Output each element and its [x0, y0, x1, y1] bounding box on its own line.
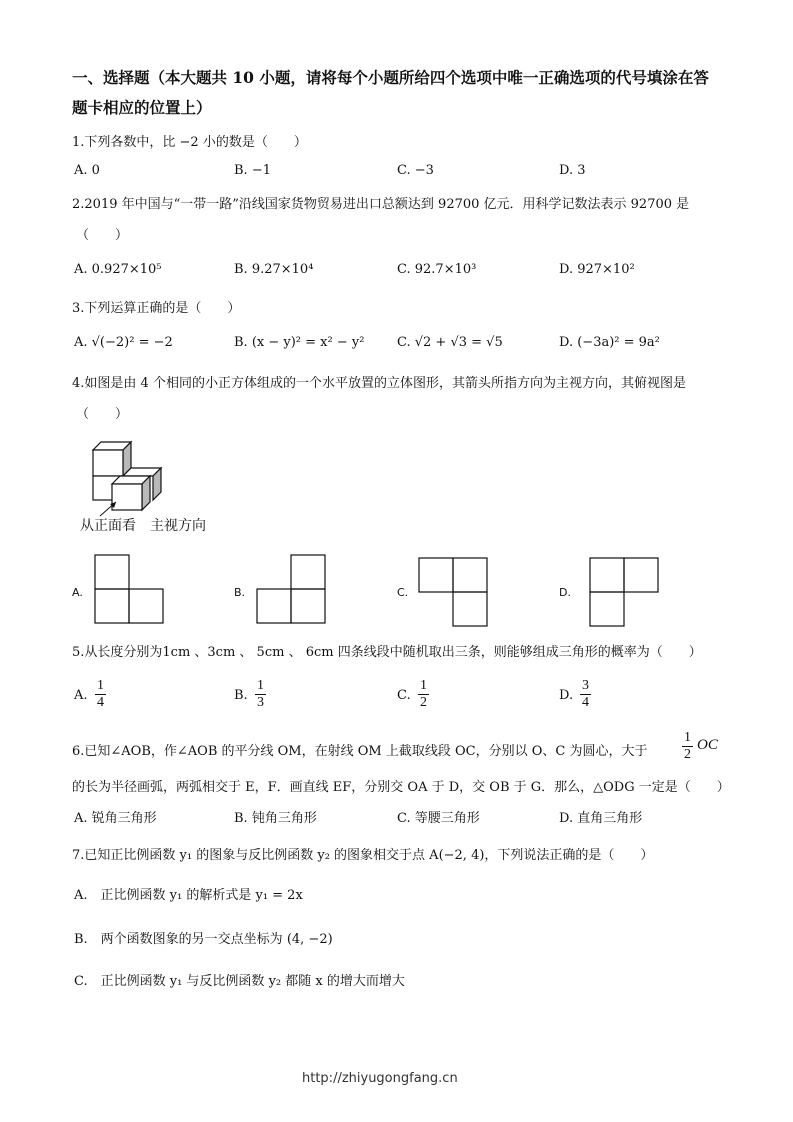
- question-1-option-c: C. −3: [397, 163, 434, 178]
- question-5-option-c-fraction: $\frac{1}{2}$: [420, 678, 427, 710]
- question-6-half-fraction: $\frac{1}{2}$: [684, 730, 691, 762]
- question-7-option-c: C. 正比例函数 y₁ 与反比例函数 y₂ 都随 x 的增大而增大: [74, 974, 405, 989]
- question-6-option-d: D. 直角三角形: [559, 811, 643, 826]
- question-3-option-d: D. (−3a)² = 9a²: [559, 335, 660, 350]
- question-2-option-b: B. 9.27×10⁴: [234, 262, 314, 277]
- question-1-option-b: B. −1: [234, 163, 271, 178]
- cube-figure-caption: 从正面看 主视方向: [80, 518, 206, 534]
- question-1-stem: 1.下列各数中，比 −2 小的数是（ ）: [72, 135, 307, 150]
- question-3-option-a: A. √(−2)² = −2: [74, 335, 173, 350]
- question-4-option-d-grid: [589, 557, 661, 629]
- question-7-option-a: A. 正比例函数 y₁ 的解析式是 y₁ = 2x: [74, 888, 303, 903]
- question-5-option-d-label: D.: [559, 688, 574, 703]
- question-1-option-d: D. 3: [559, 163, 586, 178]
- question-5-option-c-label: C.: [397, 688, 411, 703]
- question-3-option-b: B. (x − y)² = x² − y²: [234, 335, 365, 350]
- question-5-option-b-label: B.: [234, 688, 248, 703]
- question-4-option-c-label: C.: [397, 586, 409, 599]
- question-3-stem: 3.下列运算正确的是（ ）: [72, 301, 241, 316]
- question-2-option-a: A. 0.927×10⁵: [74, 262, 162, 277]
- question-7-option-b: B. 两个函数图象的另一交点坐标为 (4, −2): [74, 932, 333, 947]
- question-2-stem-line1: 2.2019 年中国与“一带一路”沿线国家货物贸易进出口总额达到 92700 亿元．用科学记数法表示 92700 是: [72, 197, 690, 212]
- cube-stack-figure: [70, 430, 180, 512]
- question-6-option-a: A. 锐角三角形: [74, 811, 157, 826]
- question-5-option-d-fraction: $\frac{3}{4}$: [582, 678, 589, 710]
- question-6-option-c: C. 等腰三角形: [397, 811, 480, 826]
- question-5-option-b-fraction: $\frac{1}{3}$: [257, 678, 264, 710]
- question-2-option-c: C. 92.7×10³: [397, 262, 477, 277]
- question-2-option-d: D. 927×10²: [559, 262, 635, 277]
- question-2-stem-line2: （ ）: [76, 228, 129, 243]
- question-4-stem-line1: 4.如图是由 4 个相同的小正方体组成的一个水平放置的立体图形，其箭头所指方向为主视方向，其俯视图是: [72, 376, 686, 391]
- question-4-option-b-label: B.: [234, 586, 246, 599]
- section-heading-line1: 一、选择题（本大题共 10 小题，请将每个小题所给四个选项中唯一正确选项的代号填涂在答: [72, 68, 709, 87]
- question-4-option-c-grid: [418, 557, 490, 629]
- question-5-stem: 5.从长度分别为1cm 、3cm 、 5cm 、 6cm 四条线段中随机取出三条，则能够组成三角形的概率为（ ）: [72, 645, 702, 660]
- question-4-option-a-grid: [94, 554, 166, 626]
- question-6-oc-term: OC: [697, 737, 718, 753]
- question-7-stem: 7.已知正比例函数 y₁ 的图象与反比例函数 y₂ 的图象相交于点 A(−2, 4)，下列说法正确的是（ ）: [72, 848, 654, 863]
- question-5-option-a-fraction: $\frac{1}{4}$: [97, 678, 104, 710]
- question-4-option-b-grid: [256, 554, 328, 626]
- question-4-option-a-label: A.: [72, 586, 83, 599]
- question-4-stem-line2: （ ）: [76, 407, 129, 422]
- question-1-option-a: A. 0: [74, 163, 100, 178]
- question-4-option-d-label: D.: [559, 586, 571, 599]
- footer-url[interactable]: http://zhiyugongfang.cn: [302, 1071, 458, 1086]
- question-6-stem-line2: 的长为半径画弧，两弧相交于 E，F．画直线 EF，分别交 OA 于 D，交 OB 于 G．那么，△ODG 一定是（ ）: [72, 780, 730, 795]
- question-6-option-b: B. 钝角三角形: [234, 811, 317, 826]
- section-heading-line2: 题卡相应的位置上）: [72, 98, 212, 117]
- question-5-option-a-label: A.: [74, 688, 88, 703]
- question-3-option-c: C. √2 + √3 = √5: [397, 335, 503, 350]
- question-6-stem-line1: 6.已知∠AOB，作∠AOB 的平分线 OM，在射线 OM 上截取线段 OC，分别以 O、C 为圆心，大于: [72, 744, 648, 759]
